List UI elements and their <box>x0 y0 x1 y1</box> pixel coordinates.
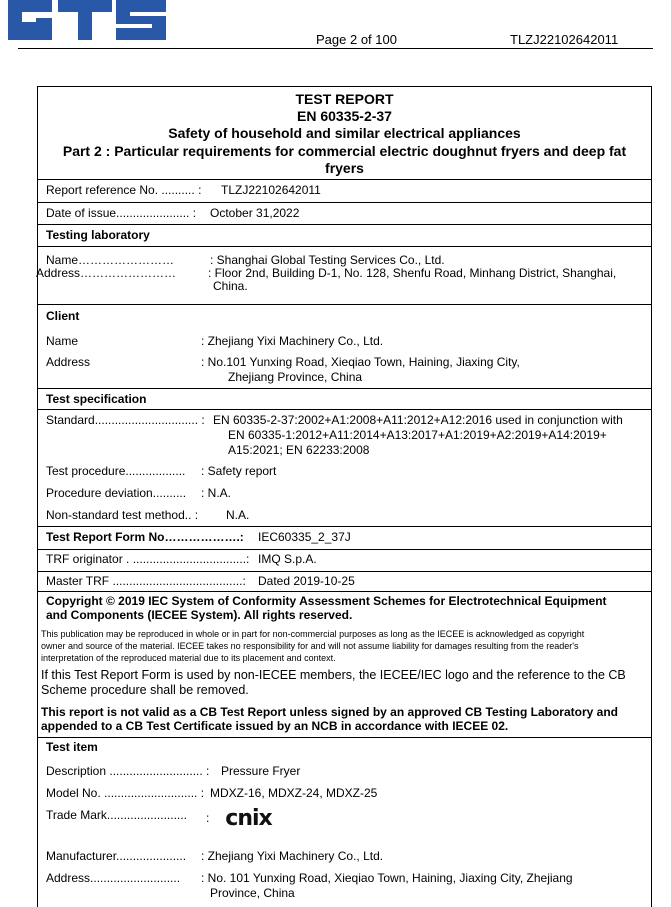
cnix-logo <box>223 804 274 830</box>
manufacturer-address-label: Address........................... <box>46 871 181 885</box>
copyright-para-1-line-3: interpretation of the reproduced material due to its placement and context. <box>41 653 336 663</box>
copyright-line-1: Copyright © 2019 IEC System of Conformity Assessment Schemes for Electrotechnical Equipment <box>46 594 607 608</box>
master-trf-value: Dated 2019-10-25 <box>258 574 355 588</box>
title-line-1: TEST REPORT <box>295 91 394 107</box>
item-heading: Test item <box>46 740 98 754</box>
lab-heading: Testing laboratory <box>46 228 150 242</box>
report-ref-value: TLZJ22102642011 <box>221 183 321 197</box>
standard-value-1: EN 60335-2-37:2002+A1:2008+A11:2012+A12:2016 used in conjunction with <box>213 413 623 427</box>
client-heading: Client <box>46 309 80 323</box>
date-value: October 31,2022 <box>210 206 300 220</box>
report-ref-label: Report reference No. .......... : <box>46 183 202 197</box>
lab-name-value: : Shanghai Global Testing Services Co., Ltd. <box>210 253 445 267</box>
lab-name-label: Name…………………… <box>46 253 175 267</box>
spec-heading: Test specification <box>46 392 147 406</box>
trf-form-label: Test Report Form No……………….: <box>46 530 244 544</box>
copyright-line-2: and Components (IECEE System). All rights reserved. <box>46 608 353 622</box>
page-number: Page 2 of 100 <box>316 32 397 47</box>
svg-text:cnix: cnix <box>225 806 272 830</box>
model-label: Model No. ............................ : <box>46 786 205 800</box>
client-name-value: : Zhejiang Yixi Machinery Co., Ltd. <box>201 334 384 348</box>
manufacturer-label: Manufacturer..................... <box>46 849 187 863</box>
lab-address-value-2: China. <box>213 279 248 293</box>
copyright-para-1-line-2: owner and source of the material. IECEE takes no responsibility for and will not assume liability for damages resulting from the reader's <box>41 641 579 651</box>
title-line-4: Part 2 : Particular requirements for commercial electric doughnut fryers and deep fat <box>62 143 627 159</box>
trf-originator-value: IMQ S.p.A. <box>258 552 317 566</box>
lab-address-label: Address…………………… <box>36 266 177 280</box>
master-trf-label: Master TRF .......................................: <box>46 574 246 588</box>
trf-form-value: IEC60335_2_37J <box>258 530 351 544</box>
procedure-value: : Safety report <box>201 464 277 478</box>
copyright-para-2-line-2: Scheme procedure shall be removed. <box>41 683 249 697</box>
deviation-value: : N.A. <box>201 486 232 500</box>
manufacturer-address-value-2: Province, China <box>210 886 295 900</box>
standard-label: Standard............................... : <box>46 413 205 427</box>
gts-logo <box>0 0 170 40</box>
trademark-colon: : <box>206 811 210 825</box>
standard-value-2: EN 60335-1:2012+A11:2014+A13:2017+A1:2019+A2:2019+A14:2019+ <box>228 428 607 442</box>
nonstandard-label: Non-standard test method.. : <box>46 508 199 522</box>
client-address-value-2: Zhejiang Province, China <box>228 370 363 384</box>
copyright-para-1-line-1: This publication may be reproduced in whole or in part for non-commercial purposes as long as the IECEE is acknowledged as copyright <box>41 629 585 639</box>
title-line-2: EN 60335-2-37 <box>297 108 392 124</box>
standard-value-3: A15:2021; EN 62233:2008 <box>228 443 370 457</box>
procedure-label: Test procedure.................. <box>46 464 186 478</box>
copyright-para-2-line-1: If this Test Report Form is used by non-IECEE members, the IECEE/IEC logo and the reference to the CB <box>41 668 626 682</box>
document-number: TLZJ22102642011 <box>510 32 619 47</box>
validity-line-2: appended to a CB Test Certificate issued by an NCB in accordance with IECEE 02. <box>41 719 509 733</box>
manufacturer-value: : Zhejiang Yixi Machinery Co., Ltd. <box>201 849 384 863</box>
description-value: Pressure Fryer <box>221 764 301 778</box>
date-label: Date of issue...................... : <box>46 206 197 220</box>
client-address-value: : No.101 Yunxing Road, Xieqiao Town, Haining, Jiaxing City, <box>201 355 520 369</box>
client-name-label: Name <box>46 334 79 348</box>
manufacturer-address-value: : No. 101 Yunxing Road, Xieqiao Town, Haining, Jiaxing City, Zhejiang <box>201 871 573 885</box>
model-value: MDXZ-16, MDXZ-24, MDXZ-25 <box>210 786 378 800</box>
header-rule <box>18 48 653 49</box>
client-address-label: Address <box>46 355 91 369</box>
nonstandard-value: N.A. <box>226 508 250 522</box>
description-label: Description ............................ : <box>46 764 210 778</box>
validity-line-1: This report is not valid as a CB Test Report unless signed by an approved CB Testing Laboratory and <box>41 705 618 719</box>
lab-address-value: : Floor 2nd, Building D-1, No. 128, Shenfu Road, Minhang District, Shanghai, <box>208 266 617 280</box>
report-form <box>37 86 652 907</box>
trademark-label: Trade Mark........................ <box>46 808 187 822</box>
title-line-3: Safety of household and similar electrical appliances <box>168 125 521 141</box>
title-line-5: fryers <box>325 160 364 176</box>
deviation-label: Procedure deviation.......... <box>46 486 187 500</box>
trf-originator-label: TRF originator . ..................................: <box>46 552 250 566</box>
